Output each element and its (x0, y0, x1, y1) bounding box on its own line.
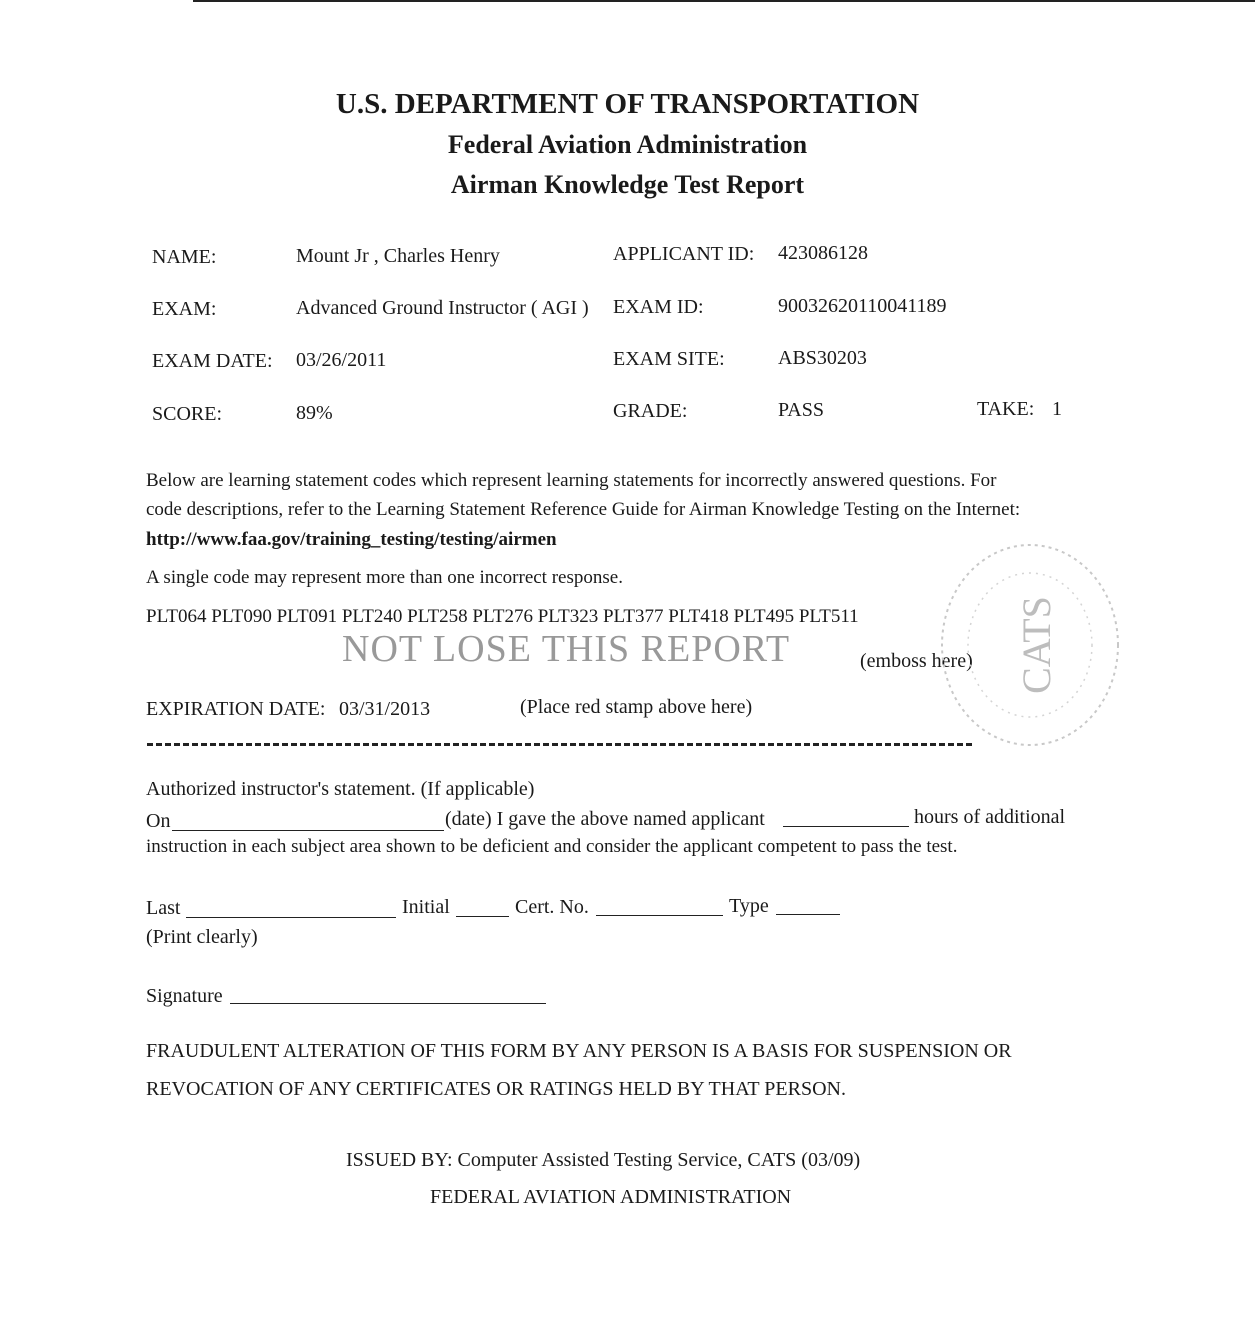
signature-label: Signature (146, 985, 223, 1007)
applicant-id-label: APPLICANT ID: (613, 243, 755, 265)
on-label: On (146, 810, 171, 832)
issuing-agency: FEDERAL AVIATION ADMINISTRATION (430, 1186, 792, 1208)
exam-date-value: 03/26/2011 (296, 349, 387, 371)
seal-text: CATS (1014, 596, 1059, 694)
type-label: Type (729, 895, 769, 917)
warning-line-2: REVOCATION OF ANY CERTIFICATES OR RATINGS HELD BY THAT PERSON. (146, 1078, 846, 1100)
score-value: 89% (296, 402, 333, 424)
exam-value: Advanced Ground Instructor ( AGI ) (296, 297, 589, 319)
exam-date-label: EXAM DATE: (152, 350, 273, 372)
date-statement: (date) I gave the above named applicant (445, 808, 765, 830)
red-stamp-note: (Place red stamp above here) (520, 696, 753, 718)
expiration-value: 03/31/2013 (339, 698, 431, 720)
name-label: NAME: (152, 246, 217, 268)
print-clearly-note: (Print clearly) (146, 926, 258, 948)
agency-title: Federal Aviation Administration (447, 130, 808, 159)
issued-by: ISSUED BY: Computer Assisted Testing Service, CATS (03/09) (346, 1149, 861, 1171)
do-not-lose-stamp: NOT LOSE THIS REPORT (342, 628, 791, 670)
initial-field[interactable] (456, 898, 509, 917)
instructor-line-2: instruction in each subject area shown to be deficient and consider the applicant competent to pass the test. (146, 836, 958, 857)
grade-value: PASS (778, 399, 824, 421)
expiration-label: EXPIRATION DATE: (146, 698, 326, 720)
hours-text: hours of additional (914, 806, 1066, 828)
type-field[interactable] (776, 896, 840, 915)
applicant-id-value: 423086128 (778, 242, 868, 264)
learning-line-2: code descriptions, refer to the Learning Statement Reference Guide for Airman Knowledge Testing on the Internet: (146, 499, 1021, 520)
report-title: Airman Knowledge Test Report (450, 170, 805, 199)
exam-site-value: ABS30203 (778, 347, 867, 369)
department-title: U.S. DEPARTMENT OF TRANSPORTATION (335, 88, 920, 120)
emboss-note: (emboss here) (860, 650, 973, 672)
last-label: Last (146, 897, 181, 919)
instructor-title: Authorized instructor's statement. (If applicable) (146, 778, 535, 800)
grade-label: GRADE: (613, 400, 688, 422)
name-value: Mount Jr , Charles Henry (296, 245, 500, 267)
exam-site-label: EXAM SITE: (613, 348, 725, 370)
signature-field[interactable] (230, 985, 546, 1004)
cert-no-field[interactable] (596, 897, 723, 916)
learning-url: http://www.faa.gov/training_testing/testing/airmen (146, 529, 557, 550)
cut-line (147, 743, 972, 746)
date-field[interactable] (172, 812, 444, 831)
exam-label: EXAM: (152, 298, 217, 320)
exam-id-value: 90032620110041189 (778, 295, 947, 317)
top-rule (193, 0, 1255, 2)
initial-label: Initial (402, 896, 450, 918)
cert-no-label: Cert. No. (515, 896, 589, 918)
learning-note: A single code may represent more than one incorrect response. (146, 567, 623, 588)
learning-line-1: Below are learning statement codes which represent learning statements for incorrectly answered questions. For (146, 470, 997, 491)
take-label: TAKE: (977, 398, 1035, 420)
score-label: SCORE: (152, 403, 223, 425)
learning-codes: PLT064 PLT090 PLT091 PLT240 PLT258 PLT276 PLT323 PLT377 PLT418 PLT495 PLT511 (146, 606, 859, 627)
take-value: 1 (1052, 398, 1062, 420)
warning-line-1: FRAUDULENT ALTERATION OF THIS FORM BY ANY PERSON IS A BASIS FOR SUSPENSION OR (146, 1040, 1012, 1062)
exam-id-label: EXAM ID: (613, 296, 704, 318)
last-name-field[interactable] (186, 899, 396, 918)
hours-field[interactable] (783, 808, 909, 827)
embossed-seal-icon (935, 540, 1120, 750)
